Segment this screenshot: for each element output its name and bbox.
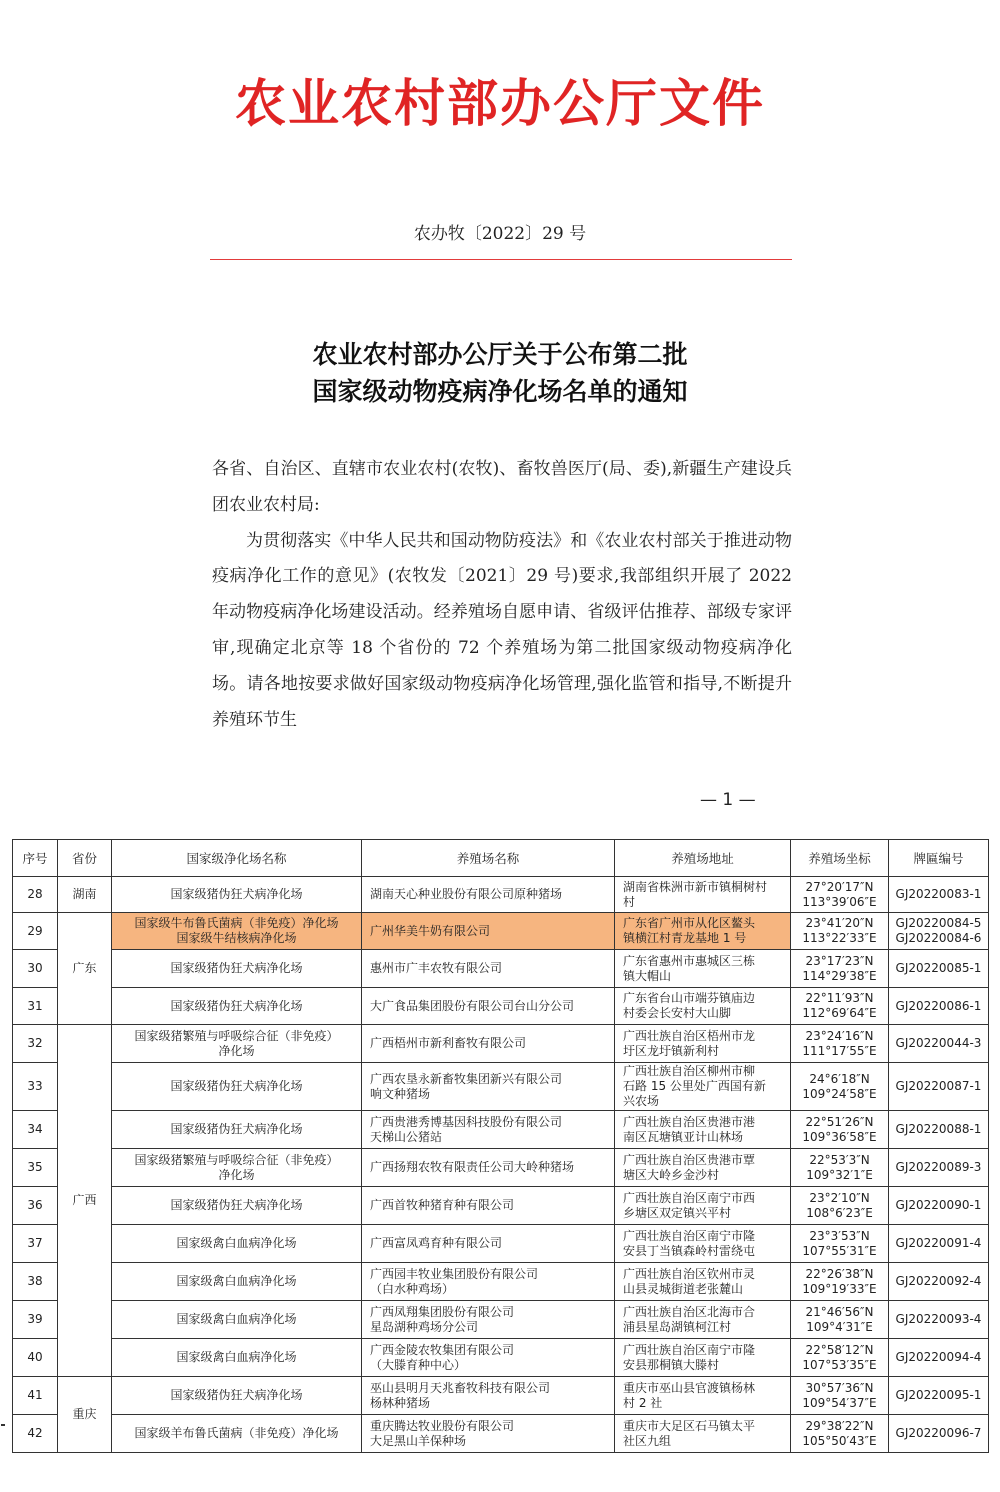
farm-text: 广州华美牛奶有限公司 [370, 923, 491, 938]
table-row [13, 1225, 989, 1263]
addr-cell [615, 1301, 791, 1339]
purif-text: 国家级猪繁殖与呼吸综合征（非免疫） [134, 1028, 339, 1043]
purif-cell [112, 877, 362, 913]
addr-cell [615, 988, 791, 1025]
coord-text: 109°32′1″E [806, 1167, 873, 1182]
header-cell: 养殖场名称 [362, 840, 615, 877]
coord-text: 23°2′10″N [809, 1190, 870, 1205]
table-row [13, 950, 989, 988]
row-number-cell: 38 [13, 1263, 58, 1301]
addr-text: 南区瓦塘镇亚计山林场 [623, 1129, 744, 1144]
table-row [13, 1025, 989, 1063]
farm-text: 广西园丰牧业集团股份有限公司 [370, 1266, 539, 1281]
farm-text: 广西富凤鸡育种有限公司 [370, 1236, 503, 1250]
purif-text: 国家级禽白血病净化场 [176, 1236, 297, 1250]
addr-text: 广东省台山市端芬镇庙边 [623, 991, 756, 1005]
coord-text: 109°19′33″E [802, 1281, 877, 1296]
coord-text: 22°51′26″N [805, 1114, 874, 1129]
plaque-text: GJ20220084-6 [895, 931, 982, 945]
purif-cell [112, 1063, 362, 1111]
farm-cell [362, 1111, 615, 1149]
addr-cell [615, 1063, 791, 1111]
purif-text: 国家级羊布鲁氏菌病（非免疫）净化场 [134, 1426, 339, 1440]
plaque-text: GJ20220089-3 [895, 1160, 982, 1174]
coord-text: 114°29′38″E [802, 968, 877, 983]
header-cell: 国家级净化场名称 [112, 840, 362, 877]
farm-text: 天梯山公猪站 [370, 1129, 443, 1144]
row-number-cell: 33 [13, 1063, 58, 1111]
coord-cell [791, 1301, 889, 1339]
coord-cell [791, 1149, 889, 1187]
coord-text: 22°11′93″N [805, 991, 874, 1005]
addr-text: 石路 15 公里处广西国有新 [623, 1079, 766, 1093]
province-cell: 广西 [58, 1025, 112, 1377]
coord-text: 109°36′58″E [802, 1129, 877, 1144]
plaque-cell [889, 913, 989, 950]
coord-text: 23°24′16″N [805, 1028, 874, 1043]
addr-text: 湖南省株洲市新市镇桐树村 [623, 879, 768, 894]
farm-cell [362, 1377, 615, 1415]
coord-text: 22°26′38″N [805, 1266, 874, 1281]
row-number-cell: 34 [13, 1111, 58, 1149]
purif-cell [112, 1377, 362, 1415]
table-row [13, 1111, 989, 1149]
coord-text: 105°50′43″E [802, 1433, 877, 1448]
addr-cell [615, 1149, 791, 1187]
row-number-cell: 41 [13, 1377, 58, 1415]
row-number-cell: 31 [13, 988, 58, 1025]
coord-cell [791, 1377, 889, 1415]
table-row [13, 1187, 989, 1225]
addr-cell [615, 950, 791, 988]
table-row [13, 1301, 989, 1339]
farm-cell [362, 988, 615, 1025]
farm-cell [362, 1263, 615, 1301]
plaque-text: GJ20220044-3 [895, 1036, 982, 1050]
row-number-cell: 36 [13, 1187, 58, 1225]
coord-text: 23°41′20″N [805, 916, 874, 930]
farm-text: 星岛湖种鸡场分公司 [370, 1319, 479, 1334]
plaque-text: GJ20220090-1 [895, 1198, 982, 1212]
purif-cell [112, 1111, 362, 1149]
plaque-cell [889, 950, 989, 988]
addr-cell [615, 913, 791, 950]
table-row [13, 913, 989, 950]
purif-text: 国家级猪伪狂犬病净化场 [170, 887, 303, 901]
addr-text: 广西壮族自治区贵港市覃 [623, 1152, 756, 1167]
table-row [13, 1063, 989, 1111]
coord-text: 113°39′06″E [802, 894, 877, 909]
purif-cell [112, 988, 362, 1025]
coord-cell [791, 1225, 889, 1263]
addr-cell [615, 1111, 791, 1149]
page-number: — 1 — [700, 790, 756, 810]
notice-title-line2: 国家级动物疫病净化场名单的通知 [312, 377, 688, 406]
coord-text: 109°4′31″E [806, 1319, 873, 1334]
plaque-cell [889, 1377, 989, 1415]
farm-text: （白水种鸡场） [370, 1281, 455, 1296]
plaque-text: GJ20220092-4 [895, 1274, 982, 1288]
table-header-row [13, 840, 989, 877]
farm-text: 广西金陵农牧集团有限公司 [370, 1342, 515, 1357]
coord-cell [791, 988, 889, 1025]
farm-cell [362, 1225, 615, 1263]
coord-cell [791, 913, 889, 950]
purif-cell [112, 1025, 362, 1063]
coord-text: 30°57′36″N [805, 1380, 874, 1395]
purif-text: 国家级猪伪狂犬病净化场 [170, 1122, 303, 1136]
farm-cell [362, 1415, 615, 1453]
addr-text: 广西壮族自治区柳州市柳 [623, 1064, 756, 1078]
purif-cell [112, 1339, 362, 1377]
plaque-cell [889, 1301, 989, 1339]
plaque-text: GJ20220096-7 [895, 1426, 982, 1440]
coord-text: 22°53′3″N [809, 1152, 870, 1167]
farm-text: 广西扬翔农牧有限责任公司大岭种猪场 [370, 1160, 575, 1174]
notice-body [212, 452, 792, 738]
table-body [13, 877, 989, 1453]
table-row [13, 877, 989, 913]
row-number-cell: 39 [13, 1301, 58, 1339]
purif-text: 国家级禽白血病净化场 [176, 1312, 297, 1326]
addr-text: 广西壮族自治区贵港市港 [623, 1114, 756, 1129]
addr-text: 镇横江村青龙基地 1 号 [623, 931, 747, 945]
addr-text: 广东省广州市从化区鳌头 [623, 916, 756, 930]
farm-cell [362, 1149, 615, 1187]
purif-text: 国家级猪伪狂犬病净化场 [170, 1388, 303, 1402]
addr-text: 安县丁当镇森岭村雷绕屯 [623, 1243, 756, 1258]
plaque-cell [889, 1025, 989, 1063]
farm-list-table [12, 839, 989, 1453]
table-row [13, 1415, 989, 1453]
purif-text: 国家级牛结核病净化场 [176, 931, 297, 945]
province-cell: 湖南 [58, 877, 112, 913]
addr-text: 安县那桐镇大滕村 [623, 1357, 720, 1372]
row-number-cell: 42 [13, 1415, 58, 1453]
addr-text: 村 [623, 894, 636, 909]
plaque-text: GJ20220093-4 [895, 1312, 982, 1326]
farm-text: 广西贵港秀博基因科技股份有限公司 [370, 1114, 563, 1129]
farm-text: 大足黑山羊保种场 [370, 1433, 467, 1448]
farm-cell [362, 1187, 615, 1225]
plaque-text: GJ20220091-4 [895, 1236, 982, 1250]
purif-cell [112, 1225, 362, 1263]
margin-mark [1, 1424, 5, 1426]
addr-text: 重庆市大足区石马镇太平 [623, 1418, 756, 1433]
addr-text: 镇大帽山 [623, 968, 672, 983]
farm-cell [362, 1063, 615, 1111]
plaque-cell [889, 1149, 989, 1187]
coord-cell [791, 1187, 889, 1225]
plaque-cell [889, 1187, 989, 1225]
addr-text: 塘区大岭乡金沙村 [623, 1167, 720, 1182]
addr-text: 村委会长安村大山脚 [623, 1006, 732, 1020]
farm-text: 广西农垦永新畜牧集团新兴有限公司 [370, 1071, 563, 1086]
salutation: 各省、自治区、直辖市农业农村(农牧)、畜牧兽医厅(局、委),新疆生产建设兵团农业农村局: [212, 459, 792, 515]
addr-text: 广西壮族自治区南宁市隆 [623, 1228, 756, 1243]
header-cell: 牌匾编号 [889, 840, 989, 877]
addr-text: 乡塘区双定镇兴平村 [623, 1205, 732, 1220]
farm-text: 巫山县明月天兆畜牧科技有限公司 [370, 1380, 551, 1395]
coord-text: 108°6′23″E [806, 1205, 873, 1220]
row-number-cell: 28 [13, 877, 58, 913]
purif-cell [112, 913, 362, 950]
purif-cell [112, 1301, 362, 1339]
purif-text: 国家级牛布鲁氏菌病（非免疫）净化场 [134, 916, 339, 930]
coord-cell [791, 1025, 889, 1063]
addr-text: 广西壮族自治区南宁市隆 [623, 1342, 756, 1357]
farm-text: 响文种猪场 [370, 1086, 431, 1101]
coord-text: 109°54′37″E [802, 1395, 877, 1410]
purif-cell [112, 950, 362, 988]
coord-text: 107°55′31″E [802, 1243, 877, 1258]
coord-text: 107°53′35″E [802, 1357, 877, 1372]
table-row [13, 988, 989, 1025]
coord-text: 24°6′18″N [809, 1071, 870, 1086]
purif-cell [112, 1263, 362, 1301]
purif-text: 国家级猪繁殖与呼吸综合征（非免疫） [134, 1152, 339, 1167]
document-header-title: 农业农村部办公厅文件 [234, 74, 765, 134]
addr-text: 山县灵城街道老张麓山 [623, 1281, 744, 1296]
purif-cell [112, 1149, 362, 1187]
plaque-cell [889, 1225, 989, 1263]
farm-text: 大广食品集团股份有限公司台山分公司 [370, 998, 575, 1013]
farm-cell [362, 1025, 615, 1063]
row-number-cell: 40 [13, 1339, 58, 1377]
plaque-text: GJ20220084-5 [895, 916, 982, 930]
plaque-text: GJ20220088-1 [895, 1122, 982, 1136]
farm-cell [362, 1339, 615, 1377]
farm-text: 杨林种猪场 [370, 1395, 431, 1410]
row-number-cell: 37 [13, 1225, 58, 1263]
addr-text: 浦县星岛湖镇柯江村 [623, 1319, 732, 1334]
coord-cell [791, 1263, 889, 1301]
purif-text: 净化场 [218, 1167, 255, 1182]
coord-text: 109°24′58″E [802, 1086, 877, 1101]
addr-text: 社区九组 [623, 1433, 672, 1448]
farm-text: 惠州市广丰农牧有限公司 [370, 961, 503, 975]
purif-text: 净化场 [218, 1043, 255, 1058]
coord-text: 29°38′22″N [805, 1418, 874, 1433]
coord-text: 27°20′17″N [805, 879, 874, 894]
addr-cell [615, 1025, 791, 1063]
plaque-text: GJ20220083-1 [895, 887, 982, 901]
table-row [13, 1263, 989, 1301]
header-cell: 省份 [58, 840, 112, 877]
farm-cell [362, 913, 615, 950]
header-cell: 序号 [13, 840, 58, 877]
farm-text: （大滕育种中心） [370, 1357, 467, 1372]
plaque-cell [889, 1111, 989, 1149]
notice-title-line1: 农业农村部办公厅关于公布第二批 [312, 340, 688, 369]
purif-text: 国家级禽白血病净化场 [176, 1274, 297, 1288]
addr-text: 广西壮族自治区梧州市龙 [623, 1028, 756, 1043]
row-number-cell: 30 [13, 950, 58, 988]
notice-title [0, 336, 1000, 410]
table-row [13, 1377, 989, 1415]
row-number-cell: 32 [13, 1025, 58, 1063]
farm-text: 湖南天心种业股份有限公司原种猪场 [370, 887, 563, 901]
plaque-text: GJ20220085-1 [895, 961, 982, 975]
coord-cell [791, 1063, 889, 1111]
farm-text: 广西梧州市新利畜牧有限公司 [370, 1036, 527, 1050]
farm-list-table-wrapper [12, 839, 988, 1453]
row-number-cell: 35 [13, 1149, 58, 1187]
plaque-cell [889, 1415, 989, 1453]
addr-cell [615, 1263, 791, 1301]
coord-text: 111°17′55″E [802, 1043, 877, 1058]
addr-text: 广东省惠州市惠城区三栋 [623, 953, 756, 968]
plaque-text: GJ20220094-4 [895, 1350, 982, 1364]
plaque-text: GJ20220095-1 [895, 1388, 982, 1402]
coord-text: 22°58′12″N [805, 1342, 874, 1357]
coord-text: 21°46′56″N [805, 1304, 874, 1319]
plaque-cell [889, 877, 989, 913]
addr-cell [615, 1339, 791, 1377]
province-cell: 广东 [58, 913, 112, 1025]
coord-text: 113°22′33″E [802, 931, 877, 945]
plaque-text: GJ20220086-1 [895, 998, 982, 1013]
coord-cell [791, 950, 889, 988]
plaque-text: GJ20220087-1 [895, 1079, 982, 1093]
addr-cell [615, 1377, 791, 1415]
addr-text: 兴农场 [623, 1094, 660, 1108]
coord-cell [791, 1415, 889, 1453]
plaque-cell [889, 1263, 989, 1301]
purif-cell [112, 1415, 362, 1453]
coord-text: 23°17′23″N [805, 953, 874, 968]
addr-cell [615, 1225, 791, 1263]
addr-text: 广西壮族自治区钦州市灵 [623, 1266, 756, 1281]
addr-cell [615, 1415, 791, 1453]
header-cell: 养殖场地址 [615, 840, 791, 877]
coord-cell [791, 1111, 889, 1149]
farm-text: 广西凤翔集团股份有限公司 [370, 1304, 515, 1319]
coord-cell [791, 1339, 889, 1377]
plaque-cell [889, 1339, 989, 1377]
province-cell: 重庆 [58, 1377, 112, 1453]
purif-text: 国家级猪伪狂犬病净化场 [170, 1079, 303, 1093]
addr-cell [615, 877, 791, 913]
addr-text: 圩区龙圩镇新利村 [623, 1043, 720, 1058]
purif-text: 国家级禽白血病净化场 [176, 1350, 297, 1364]
addr-text: 广西壮族自治区南宁市西 [623, 1190, 756, 1205]
farm-text: 重庆腾达牧业股份有限公司 [370, 1418, 515, 1433]
farm-text: 广西首牧种猪育种有限公司 [370, 1198, 515, 1212]
addr-cell [615, 1187, 791, 1225]
row-number-cell: 29 [13, 913, 58, 950]
plaque-cell [889, 1063, 989, 1111]
purif-cell [112, 1187, 362, 1225]
coord-cell [791, 877, 889, 913]
purif-text: 国家级猪伪狂犬病净化场 [170, 998, 303, 1013]
addr-text: 村 2 社 [623, 1395, 663, 1410]
table-row [13, 1149, 989, 1187]
header-cell: 养殖场坐标 [791, 840, 889, 877]
body-paragraph: 为贯彻落实《中华人民共和国动物防疫法》和《农业农村部关于推进动物疫病净化工作的意见》(农牧发〔2021〕29 号)要求,我部组织开展了 2022 年动物疫病净化场建设活动。经养殖场自愿申请、省级评估推荐、部级专家评审,现确定北京等 18 个省份的 72 个养殖场为第二批国家级动物疫病净化场。请各地按要求做好国家级动物疫病净化场管理,强化监管和指导,不断提升养殖环节生 [212, 530, 792, 730]
farm-cell [362, 1301, 615, 1339]
plaque-cell [889, 988, 989, 1025]
document-number: 农办牧〔2022〕29 号 [413, 224, 587, 244]
farm-cell [362, 950, 615, 988]
coord-text: 23°3′53″N [809, 1228, 870, 1243]
table-row [13, 1339, 989, 1377]
addr-text: 广西壮族自治区北海市合 [623, 1304, 756, 1319]
purif-text: 国家级猪伪狂犬病净化场 [170, 1198, 303, 1212]
coord-text: 112°69′64″E [802, 1006, 877, 1020]
red-divider-line [210, 259, 792, 260]
farm-cell [362, 877, 615, 913]
addr-text: 重庆市巫山县官渡镇杨林 [623, 1380, 756, 1395]
purif-text: 国家级猪伪狂犬病净化场 [170, 961, 303, 975]
